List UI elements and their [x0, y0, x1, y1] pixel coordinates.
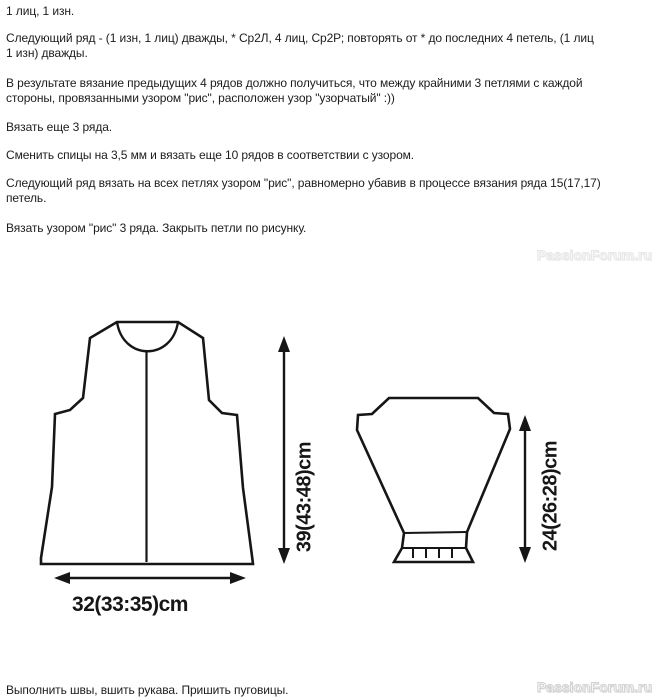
- instruction-line: 1 лиц, 1 изн.: [6, 4, 75, 18]
- vest-height-arrowhead-bottom: [278, 548, 290, 564]
- vest-width-label: 32(33:35)cm: [72, 593, 188, 616]
- instruction-line: Вязать узором "рис" 3 ряда. Закрыть петли по рисунку.: [6, 221, 307, 235]
- instruction-line: Следующий ряд - (1 изн, 1 лиц) дважды, * Ср2Л, 4 лиц, Ср2Р; повторять от * до последних 4 петель, (1 лиц: [6, 31, 594, 45]
- instruction-line: 1 изн) дважды.: [6, 46, 88, 60]
- watermark-bottom: PassionForum.ru: [536, 679, 652, 695]
- sleeve-height-arrowhead-bottom: [519, 547, 531, 563]
- cuff-band-top-line: [404, 532, 467, 533]
- sleeve-outline: [357, 398, 510, 562]
- cuff-ribbing-ticks: [413, 549, 452, 558]
- instruction-line: Вязать еще 3 ряда.: [6, 120, 113, 134]
- vest-height-label: 39(43:48)cm: [293, 441, 316, 553]
- vest-height-dimension: [278, 336, 315, 564]
- neckline-curve: [117, 322, 178, 351]
- instruction-line: Следующий ряд вязать на всех петлях узором "рис", равномерно убавив в процессе вязания ряда 15(17,17): [6, 176, 601, 190]
- instruction-line: В результате вязание предыдущих 4 рядов должно получиться, что между крайними 3 петлями с каждой: [6, 76, 583, 90]
- instruction-line: стороны, провязанными узором "рис", расположен узор "узорчатый" :)): [6, 91, 395, 105]
- vest-width-arrowhead-left: [54, 572, 70, 584]
- instruction-line: Сменить спицы на 3,5 мм и вязать еще 10 рядов в соответствии с узором.: [6, 148, 415, 162]
- vest-width-dimension: [54, 572, 246, 616]
- vest-body-diagram: [41, 322, 253, 564]
- instruction-line: петель.: [6, 191, 47, 205]
- sleeve-height-dimension: [519, 415, 561, 563]
- sleeve-diagram: [357, 398, 510, 562]
- sleeve-height-arrowhead-top: [519, 415, 531, 431]
- sleeve-height-label: 24(26:28)cm: [539, 440, 562, 552]
- vest-height-arrowhead-top: [278, 336, 290, 352]
- vest-width-arrowhead-right: [230, 572, 246, 584]
- closing-line: Выполнить швы, вшить рукава. Пришить пуговицы.: [6, 683, 289, 697]
- watermark-middle: PassionForum.ru: [536, 247, 652, 263]
